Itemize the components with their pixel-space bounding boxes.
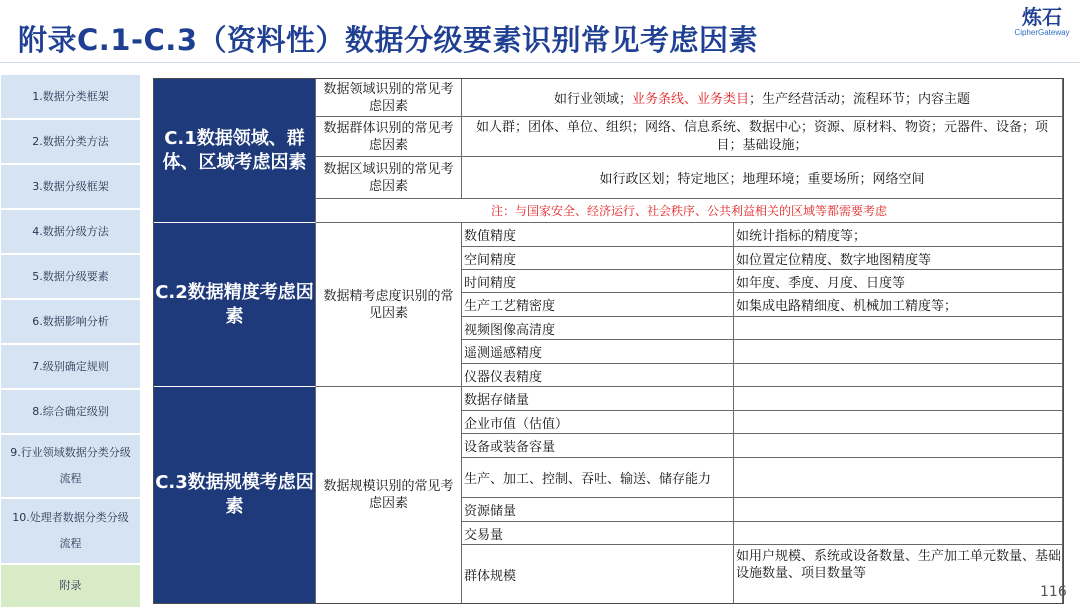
sidebar-item-label: 3.数据分级框架 [32, 179, 109, 193]
sidebar-item-label: 7.级别确定规则 [32, 359, 109, 373]
c2-example-instrument [734, 364, 1063, 387]
c2-example-spatial: 如位置定位精度、数字地图精度等 [734, 247, 1063, 270]
c1-row1-factors [462, 79, 1063, 117]
c1-row2-category: 数据群体识别的常见考虑因素 [316, 117, 462, 157]
c1-row2-factors: 如人群；团体、单位、组织；网络、信息系统、数据中心；资源、原材料、物资；元器件、设备；项目；基础设施； [462, 117, 1063, 157]
sidebar-item-industry-process[interactable] [0, 434, 141, 498]
sidebar-item-label: 4.数据分级方法 [32, 224, 109, 238]
c1-row3-factors: 如行政区划；特定地区；地理环境；重要场所；网络空间 [462, 157, 1063, 199]
logo-text: CipherGateway [1014, 28, 1070, 37]
c1-row1-suffix: ；生产经营活动；流程环节；内容主题 [749, 92, 971, 107]
factors-table [153, 78, 1064, 604]
c3-heading: C.3数据规模考虑因素 [154, 387, 316, 603]
c2-item-instrument: 仪器仪表精度 [462, 364, 734, 387]
sidebar-item-label: 10.处理者数据分类分级流程 [12, 511, 129, 550]
c3-example-market-value [734, 411, 1063, 434]
c2-example-process: 如集成电路精细度、机械加工精度等； [734, 293, 1063, 317]
c1-row1-highlight: 业务条线、业务类目 [631, 92, 749, 107]
sidebar-item-grading-framework[interactable] [0, 164, 141, 209]
logo-mark: 炼石 [1022, 5, 1062, 29]
sidebar-item-impact-analysis[interactable] [0, 299, 141, 344]
c3-example-reserves [734, 498, 1063, 522]
c3-category: 数据规模识别的常见考虑因素 [316, 387, 462, 603]
c3-item-capacity: 生产、加工、控制、吞吐、输送、储存能力 [462, 458, 734, 498]
c3-item-market-value: 企业市值（估值） [462, 411, 734, 434]
sidebar-item-label: 2.数据分类方法 [32, 134, 109, 148]
c2-item-numeric: 数值精度 [462, 223, 734, 247]
c3-item-transactions: 交易量 [462, 522, 734, 545]
c3-item-group-size: 群体规模 [462, 545, 734, 603]
c3-item-equipment: 设备或装备容量 [462, 434, 734, 458]
c2-item-video: 视频图像高清度 [462, 317, 734, 340]
sidebar-item-comprehensive-level[interactable] [0, 389, 141, 434]
c3-example-equipment [734, 434, 1063, 458]
c1-note: 注：与国家安全、经济运行、社会秩序、公共利益相关的区域等都需要考虑 [316, 199, 1063, 223]
c2-example-numeric: 如统计指标的精度等； [734, 223, 1063, 247]
c3-example-storage [734, 387, 1063, 411]
sidebar-item-level-rules[interactable] [0, 344, 141, 389]
c3-example-group-size: 如用户规模、系统或设备数量、生产加工单元数量、基础设施数量、项目数量等 [734, 545, 1063, 603]
sidebar-item-label: 5.数据分级要素 [32, 269, 109, 283]
sidebar-item-label: 1.数据分类框架 [32, 89, 109, 103]
c1-row3-category: 数据区域识别的常见考虑因素 [316, 157, 462, 199]
c3-example-transactions [734, 522, 1063, 545]
c3-item-storage: 数据存储量 [462, 387, 734, 411]
c2-example-time: 如年度、季度、月度、日度等 [734, 270, 1063, 293]
c2-item-remote-sensing: 遥测遥感精度 [462, 340, 734, 364]
c3-example-capacity [734, 458, 1063, 498]
page-number: 116 [1040, 584, 1067, 600]
sidebar-item-classification-method[interactable] [0, 119, 141, 164]
sidebar-item-label: 9.行业领域数据分类分级流程 [10, 446, 131, 485]
c3-item-reserves: 资源储量 [462, 498, 734, 522]
sidebar-item-appendix[interactable] [0, 564, 141, 608]
sidebar-item-label: 6.数据影响分析 [32, 314, 109, 328]
c2-item-spatial: 空间精度 [462, 247, 734, 270]
c2-example-remote-sensing [734, 340, 1063, 364]
c2-item-time: 时间精度 [462, 270, 734, 293]
sidebar-item-label: 附录 [59, 579, 82, 592]
title-divider [0, 62, 1080, 63]
c2-category: 数据精考虑度识别的常见因素 [316, 223, 462, 387]
page-title: 附录C.1-C.3（资料性）数据分级要素识别常见考虑因素 [18, 23, 758, 57]
sidebar-item-grading-elements[interactable] [0, 254, 141, 299]
sidebar-item-processor-process[interactable] [0, 498, 141, 564]
sidebar-nav [0, 74, 143, 608]
c1-row1-prefix: 如行业领域； [553, 92, 632, 107]
c1-row1-category: 数据领域识别的常见考虑因素 [316, 79, 462, 117]
sidebar-item-classification-framework[interactable] [0, 74, 141, 119]
c2-item-process: 生产工艺精密度 [462, 293, 734, 317]
c2-heading: C.2数据精度考虑因素 [154, 223, 316, 387]
sidebar-item-grading-method[interactable] [0, 209, 141, 254]
c2-example-video [734, 317, 1063, 340]
c1-heading: C.1数据领域、群体、区域考虑因素 [154, 79, 316, 223]
brand-logo [1010, 6, 1074, 38]
sidebar-item-label: 8.综合确定级别 [32, 404, 109, 418]
